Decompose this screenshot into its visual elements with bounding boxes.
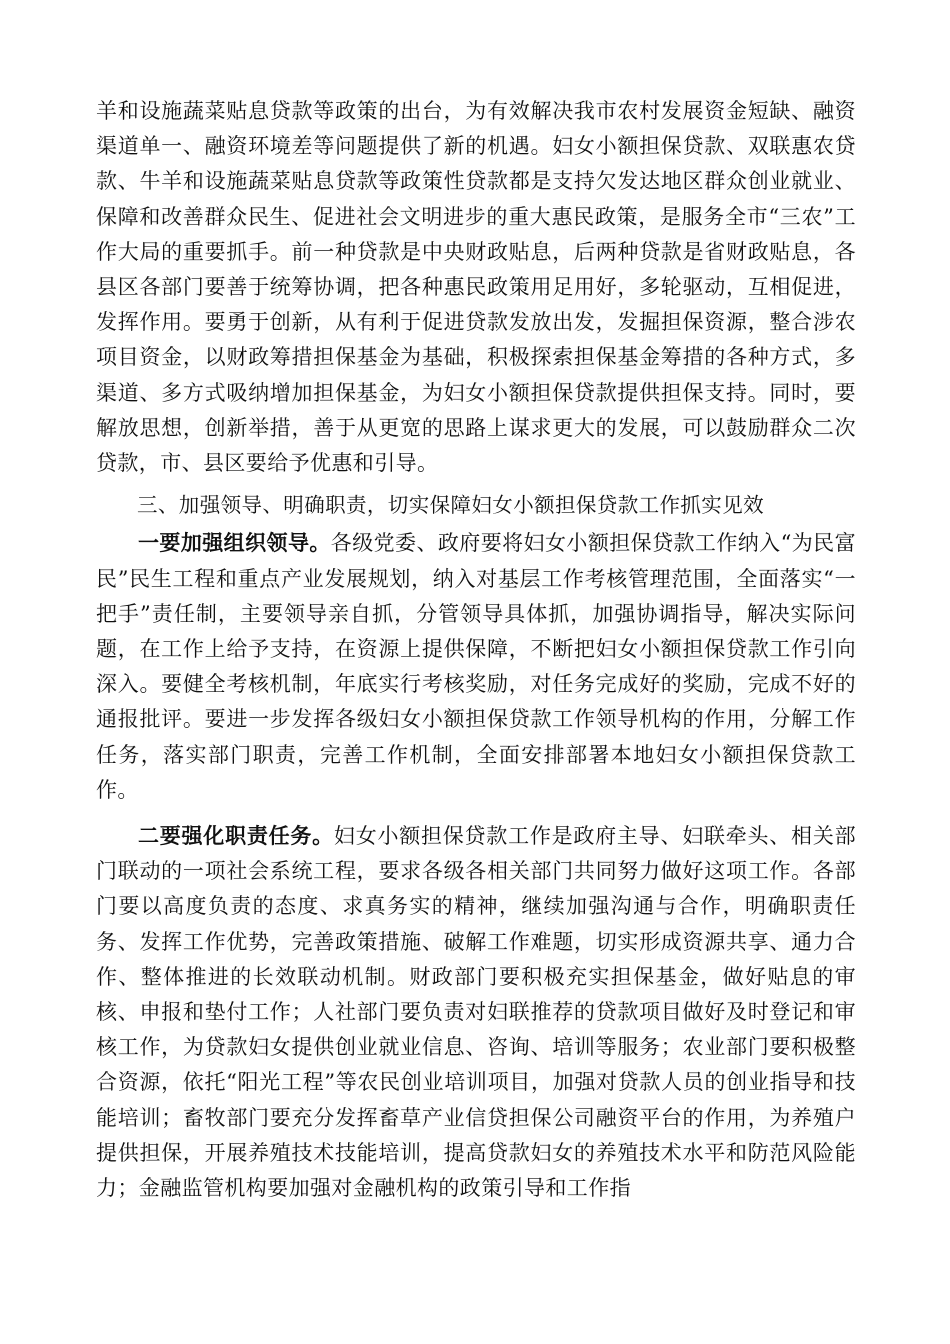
document-page <box>96 94 856 1206</box>
point-1-body: 各级党委、政府要将妇女小额担保贷款工作纳入“为民富民”民生工程和重点产业发展规划，纳入对基层工作考核管理范围，全面落实“一把手”责任制，主要领导亲自抓，分管领导具体抓，加强协调指导，解决实际问题，在工作上给予支持，在资源上提供保障，不断把妇女小额担保贷款工作引向深入。要健全考核机制，年底实行考核奖励，对任务完成好的奖励，完成不好的通报批评。要进一步发挥各级妇女小额担保贷款工作领导机构的作用，分解工作任务，落实部门职责，完善工作机制，全面安排部署本地妇女小额担保贷款工作。 <box>96 531 856 802</box>
point-1-lead: 一要加强组织领导。 <box>138 530 331 556</box>
point-2-body: 妇女小额担保贷款工作是政府主导、妇联牵头、相关部门联动的一项社会系统工程，要求各级各相关部门共同努力做好这项工作。各部门要以高度负责的态度、求真务实的精神，继续加强沟通与合作，明确职责任务、发挥工作优势，完善政策措施、破解工作难题，切实形成资源共享、通力合作、整体推进的长效联动机制。财政部门要积极充实担保基金，做好贴息的审核、申报和垫付工作；人社部门要负责对妇联推荐的贷款项目做好及时登记和审核工作，为贷款妇女提供创业就业信息、咨询、培训等服务；农业部门要积极整合资源，依托“阳光工程”等农民创业培训项目，加强对贷款人员的创业指导和技能培训；畜牧部门要充分发挥畜草产业信贷担保公司融资平台的作用，为养殖户提供担保，开展养殖技术技能培训，提高贷款妇女的养殖技术水平和防范风险能力；金融监管机构要加强对金融机构的政策引导和工作指 <box>96 824 856 1201</box>
point-1-paragraph <box>96 525 856 808</box>
section-heading: 三、加强领导、明确职责，切实保障妇女小额担保贷款工作抓实见效 <box>137 493 764 518</box>
point-2-paragraph <box>96 818 856 1206</box>
continuation-paragraph: 羊和设施蔬菜贴息贷款等政策的出台，为有效解决我市农村发展资金短缺、融资渠道单一、融资环境差等问题提供了新的机遇。妇女小额担保贷款、双联惠农贷款、牛羊和设施蔬菜贴息贷款等政策性贷款都是支持欠发达地区群众创业就业、保障和改善群众民生、促进社会文明进步的重大惠民政策，是服务全市“三农”工作大局的重要抓手。前一种贷款是中央财政贴息，后两种贷款是省财政贴息，各县区各部门要善于统筹协调，把各种惠民政策用足用好，多轮驱动，互相促进，发挥作用。要勇于创新，从有利于促进贷款发放出发，发掘担保资源，整合涉农项目资金，以财政筹措担保基金为基础，积极探索担保基金筹措的各种方式，多渠道、多方式吸纳增加担保基金，为妇女小额担保贷款提供担保支持。同时，要解放思想，创新举措，善于从更宽的思路上谋求更大的发展，可以鼓励群众二次贷款，市、县区要给予优惠和引导。 <box>96 99 856 476</box>
point-2-lead: 二要强化职责任务。 <box>138 823 334 849</box>
